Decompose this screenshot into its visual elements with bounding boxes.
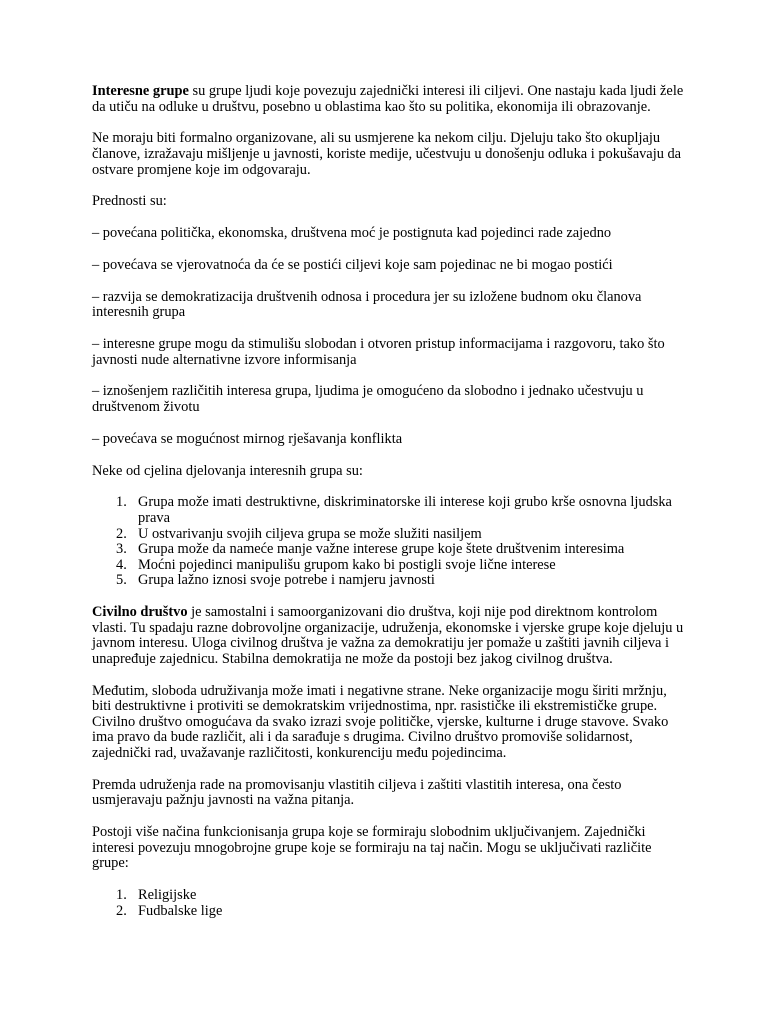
list-number: 5.	[116, 572, 127, 589]
list-item-text: Grupa može imati destruktivne, diskriminatorske ili interese koji grubo krše osnovna ljudska prava	[138, 494, 672, 526]
group-types-paragraph: Postoji više načina funkcionisanja grupa koje se formiraju slobodnim uključivanjem. Zajednički interesi povezuju mnogobrojne grupe koje se formiraju na taj način. Mogu se uključivati različite grupe:	[92, 824, 652, 872]
civil-society-paragraph	[92, 605, 686, 667]
list-number: 1.	[116, 494, 127, 511]
list-number: 4.	[116, 556, 127, 573]
list-item-text: Fudbalske lige	[138, 902, 223, 919]
groups-list-item	[92, 904, 686, 920]
intro-text: su grupe ljudi koje povezuju zajednički interesi ili ciljevi. One nastaju kada ljudi žele da utiču na odluke u društvu, posebno u oblastima kao što su politika, ekonomija ili obrazovanje.	[92, 83, 684, 115]
negatives-list	[92, 495, 686, 589]
list-number: 2.	[116, 902, 127, 919]
list-item-text: Religijske	[138, 887, 197, 904]
advantage-item: – povećava se vjerovatnoća da će se postići ciljevi koje sam pojedinac ne bi mogao postići	[92, 256, 613, 273]
negatives-heading: Neke od cjelina djelovanja interesnih grupa su:	[92, 462, 363, 479]
document-page	[92, 84, 686, 936]
negatives-list-item	[92, 495, 686, 526]
list-number: 1.	[116, 887, 127, 904]
negatives-list-item	[92, 542, 686, 558]
intro-paragraph	[92, 84, 686, 115]
groups-list-item	[92, 888, 686, 904]
advantage-item: – povećana politička, ekonomska, društvena moć je postignuta kad pojedinci rade zajedno	[92, 225, 612, 242]
negatives-list-item	[92, 573, 686, 589]
advantage-item: – povećava se mogućnost mirnog rješavanja konflikta	[92, 430, 403, 447]
list-number: 2.	[116, 525, 127, 542]
list-item-text: Grupa lažno iznosi svoje potrebe i namjeru javnosti	[138, 572, 435, 589]
freedom-paragraph: Međutim, sloboda udruživanja može imati i negativne strane. Neke organizacije mogu širiti mržnju, biti destruktivne i protiviti se demokratskim vrijednostima, npr. rasističke ili ekstremističke grupe. Civilno društvo omogućava da svako izrazi svoje političke, vjerske, kulturne i druge stavove. Svako ima pravo da bude različit, ali i da sarađuje s drugima. Civilno društvo promoviše solidarnost, zajednički rad, uvažavanje različitosti, konkurenciju među pojedincima.	[92, 682, 669, 762]
advantages-heading: Prednosti su:	[92, 193, 167, 210]
civil-society-text: je samostalni i samoorganizovani dio društva, koji nije pod direktnom kontrolom vlasti. Tu spadaju razne dobrovoljne organizacije, udruženja, ekonomske i vjerske grupe koje djeluju u javnom interesu. Uloga civilnog društva je važna za demokratiju jer pomaže u zaštiti javnih ciljeva i unapređuje zajednicu. Stabilna demokratija ne može da postoji bez jakog civilnog društva.	[92, 604, 684, 667]
advantage-item: – iznošenjem različitih interesa grupa, ljudima je omogućeno da slobodno i jednako učestvuju u društvenom životu	[92, 383, 644, 416]
advantage-item: – interesne grupe mogu da stimulišu slobodan i otvoren pristup informacijama i razgovoru, tako što javnosti nude alternativne izvore informisanja	[92, 336, 665, 368]
list-item-text: Grupa može da nameće manje važne interese grupe koje štete društvenim interesima	[138, 541, 625, 558]
term-civilno-drustvo: Civilno društvo	[92, 604, 188, 621]
list-item-text: U ostvarivanju svojih ciljeva grupa se može služiti nasiljem	[138, 525, 482, 542]
groups-list	[92, 888, 686, 919]
term-interesne-grupe: Interesne grupe	[92, 83, 189, 99]
associations-paragraph: Premda udruženja rade na promovisanju vlastitih ciljeva i zaštiti vlastitih interesa, ona često usmjeravaju pažnju javnosti na važna pitanja.	[92, 776, 622, 809]
organization-paragraph: Ne moraju biti formalno organizovane, ali su usmjerene ka nekom cilju. Djeluju tako što okupljaju članove, izražavaju mišljenje u javnosti, koriste medije, učestvuju u donošenju odluka i pokušavaju da ostvare promjene koje im odgovaraju.	[92, 130, 682, 178]
negatives-list-item	[92, 558, 686, 574]
negatives-list-item	[92, 527, 686, 543]
list-number: 3.	[116, 541, 127, 558]
advantage-item: – razvija se demokratizacija društvenih odnosa i procedura jer su izložene budnom oku članova interesnih grupa	[92, 288, 642, 321]
list-item-text: Moćni pojedinci manipulišu grupom kako bi postigli svoje lične interese	[138, 556, 556, 573]
